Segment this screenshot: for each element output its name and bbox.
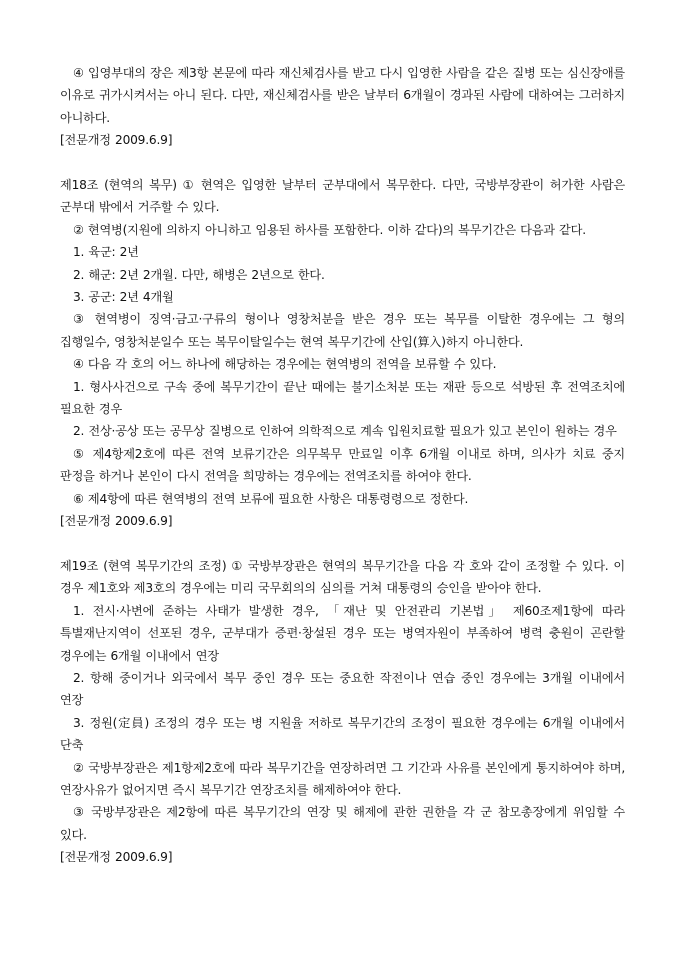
article-18-paragraph-2: ② 현역병(지원에 의하지 아니하고 임용된 하사를 포함한다. 이하 같다)의 복무기간은 다음과 같다. [73, 222, 586, 237]
article-18-paragraph-3: ③ 현역병이 징역·금고·구류의 형이나 영창처분을 받은 경우 또는 복무를 이탈한 경우에는 그 형의 집행일수, 영창처분일수 또는 복무이탈일수는 현역 복무기간에 산입(算入)하지 아니한다. [60, 312, 625, 349]
article-18-item-2: 2. 해군: 2년 2개월. 다만, 해병은 2년으로 한다. [73, 267, 325, 282]
article-18-item-3: 3. 공군: 2년 4개월 [73, 290, 174, 305]
article-19-item-2: 2. 항해 중이거나 외국에서 복무 중인 경우 또는 중요한 작전이나 연습 중인 경우에는 3개월 이내에서 연장 [60, 670, 625, 708]
article-19-item-3: 3. 정원(定員) 조정의 경우 또는 병 지원율 저하로 복무기간의 조정이 필요한 경우에는 6개월 이내에서 단축 [60, 715, 625, 753]
article-18-paragraph-4-item-2: 2. 전상·공상 또는 공무상 질병으로 인하여 의학적으로 계속 입원치료할 필요가 있고 본인이 원하는 경우 [73, 424, 617, 439]
amendment-note: [전문개정 2009.6.9] [60, 850, 173, 865]
amendment-note: [전문개정 2009.6.9] [60, 133, 173, 148]
article-18-heading-paragraph-1: 제18조 (현역의 복무) ① 현역은 입영한 날부터 군부대에서 복무한다. 다만, 국방부장관이 허가한 사람은 군부대 밖에서 거주할 수 있다. [60, 178, 625, 215]
article-19-paragraph-3: ③ 국방부장관은 제2항에 따른 복무기간의 연장 및 해제에 관한 권한을 각 군 참모총장에게 위임할 수 있다. [60, 805, 625, 842]
article-18-paragraph-4: ④ 다음 각 호의 어느 하나에 해당하는 경우에는 현역병의 전역을 보류할 수 있다. [73, 357, 497, 372]
article-17-paragraph-4: ④ 입영부대의 장은 제3항 본문에 따라 재신체검사를 받고 다시 입영한 사람을 같은 질병 또는 심신장애를 이유로 귀가시켜서는 아니 된다. 다만, 재신체검사를 받은 날부터 6개월이 경과된 사람에 대하여는 그러하지 아니하다. [60, 66, 625, 125]
section-gap [60, 152, 625, 174]
article-19-heading-paragraph-1: 제19조 (현역 복무기간의 조정) ① 국방부장관은 현역의 복무기간을 다음 각 호와 같이 조정할 수 있다. 이 경우 제1호와 제3호의 경우에는 미리 국무회의의 심의를 거쳐 대통령의 승인을 받아야 한다. [60, 558, 625, 596]
document-page [60, 62, 625, 869]
article-18-item-1: 1. 육군: 2년 [73, 245, 139, 260]
article-18-paragraph-4-item-1: 1. 형사사건으로 구속 중에 복무기간이 끝난 때에는 불기소처분 또는 재판 등으로 석방된 후 전역조치에 필요한 경우 [60, 379, 625, 417]
article-19-item-1: 1. 전시·사변에 준하는 사태가 발생한 경우, 「재난 및 안전관리 기본법」 제60조제1항에 따라 특별재난지역이 선포된 경우, 군부대가 증편·창설된 경우 또는 병역자원이 부족하여 병력 충원이 곤란할 경우에는 6개월 이내에서 연장 [60, 603, 625, 663]
article-19-paragraph-2: ② 국방부장관은 제1항제2호에 따라 복무기간을 연장하려면 그 기간과 사유를 본인에게 통지하여야 하며, 연장사유가 없어지면 즉시 복무기간 연장조치를 해제하여야 한다. [60, 760, 625, 797]
article-18-paragraph-5: ⑤ 제4항제2호에 따른 전역 보류기간은 의무복무 만료일 이후 6개월 이내로 하며, 의사가 치료 중지 판정을 하거나 본인이 다시 전역을 희망하는 경우에는 전역조치를 하여야 한다. [60, 446, 625, 484]
amendment-note: [전문개정 2009.6.9] [60, 514, 173, 529]
article-18-paragraph-6: ⑥ 제4항에 따른 현역병의 전역 보류에 필요한 사항은 대통령령으로 정한다. [73, 491, 469, 506]
section-gap [60, 533, 625, 555]
